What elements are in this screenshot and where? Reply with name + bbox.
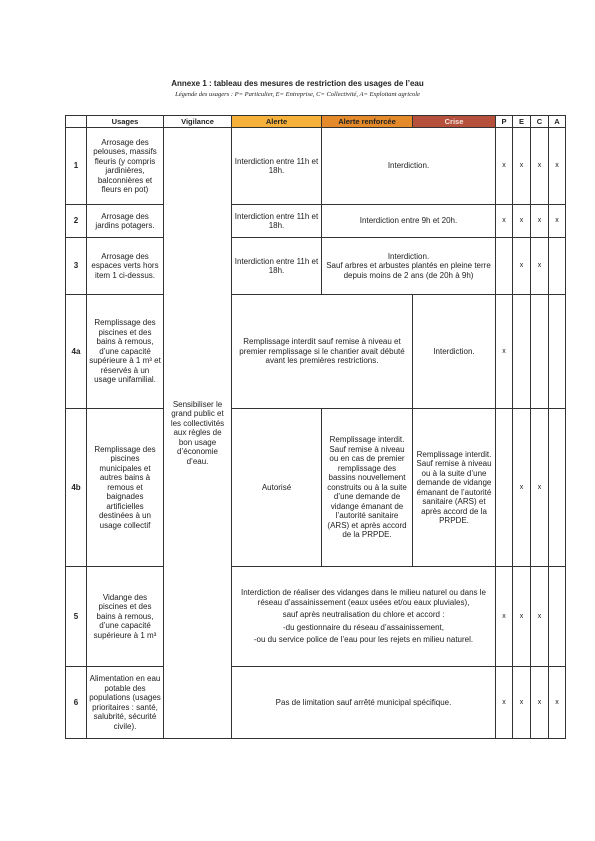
table-row bbox=[66, 295, 566, 409]
crise-cell: Remplissage interdit. Sauf remise à niveau ou à la suite d’une demande de vidange émanant de l’autorité sanitaire (ARS) et après accord de la PRPDE. bbox=[413, 409, 496, 567]
row-number: 2 bbox=[66, 205, 87, 238]
row-number: 4a bbox=[66, 295, 87, 409]
eau-potable-cell: Pas de limitation sauf arrêté municipal spécifique. bbox=[232, 667, 496, 739]
interdiction-text: Interdiction. bbox=[387, 251, 430, 261]
renforcee-crise-cell: Interdiction. bbox=[322, 128, 496, 205]
row-number: 5 bbox=[66, 567, 87, 667]
renforcee-crise-cell bbox=[322, 238, 496, 295]
row-number: 6 bbox=[66, 667, 87, 739]
p-cell: x bbox=[496, 295, 513, 409]
exception-text: Sauf arbres et arbustes plantés en pleine terre depuis moins de 2 ans (de 20h à 9h) bbox=[326, 261, 491, 280]
usage-cell: Remplissage des piscines municipales et autres bains à remous et baignades artificielles destinées à un usage collectif bbox=[87, 409, 164, 567]
row-number: 4b bbox=[66, 409, 87, 567]
p-cell: x bbox=[496, 667, 513, 739]
table-row bbox=[66, 205, 566, 238]
c-cell: x bbox=[531, 238, 549, 295]
c-cell bbox=[531, 295, 549, 409]
a-cell bbox=[549, 567, 566, 667]
header-a: A bbox=[549, 116, 566, 128]
table-row bbox=[66, 567, 566, 667]
vidange-text-2: sauf après neutralisation du chlore et accord : bbox=[282, 610, 445, 620]
usage-cell: Arrosage des espaces verts hors item 1 ci-dessus. bbox=[87, 238, 164, 295]
renforcee-crise-cell: Interdiction entre 9h et 20h. bbox=[322, 205, 496, 238]
row-number: 3 bbox=[66, 238, 87, 295]
vidange-text-1: Interdiction de réaliser des vidanges dans le milieu naturel ou dans le réseau d’assainissement (eaux usées et/ou eaux pluviales), bbox=[240, 588, 487, 607]
p-cell bbox=[496, 409, 513, 567]
e-cell: x bbox=[513, 667, 531, 739]
header-crise: Crise bbox=[413, 116, 496, 128]
vigilance-cell: Sensibiliser le grand public et les collectivités aux règles de bon usage d’économie d’eau. bbox=[164, 128, 232, 739]
c-cell: x bbox=[531, 567, 549, 667]
a-cell: x bbox=[549, 667, 566, 739]
usage-cell: Vidange des piscines et des bains à remous, d’une capacité supérieure à 1 m³ bbox=[87, 567, 164, 667]
vidange-text-4: -ou du service police de l’eau pour les rejets en milieu naturel. bbox=[253, 635, 474, 645]
vidange-cell bbox=[232, 567, 496, 667]
e-cell bbox=[513, 295, 531, 409]
p-cell: x bbox=[496, 567, 513, 667]
restrictions-table bbox=[65, 115, 566, 739]
header-vigilance: Vigilance bbox=[164, 116, 232, 128]
page-title: Annexe 1 : tableau des mesures de restriction des usages de l’eau bbox=[171, 79, 424, 88]
alerte-renforcee-cell: Remplissage interdit sauf remise à niveau et premier remplissage si le chantier avait débuté avant les premières restrictions. bbox=[232, 295, 413, 409]
legend-text: Légende des usagers : P= Particulier, E= Entreprise, C= Collectivité, A= Exploitant agricole bbox=[175, 91, 420, 98]
a-cell bbox=[549, 409, 566, 567]
header-alerte: Alerte bbox=[232, 116, 322, 128]
c-cell: x bbox=[531, 667, 549, 739]
usage-cell: Arrosage des pelouses, massifs fleuris (y compris jardinières, balconnières et fleurs en pot) bbox=[87, 128, 164, 205]
p-cell bbox=[496, 238, 513, 295]
a-cell bbox=[549, 295, 566, 409]
a-cell: x bbox=[549, 128, 566, 205]
usage-cell: Arrosage des jardins potagers. bbox=[87, 205, 164, 238]
header-row bbox=[66, 116, 566, 128]
p-cell: x bbox=[496, 205, 513, 238]
header-e: E bbox=[513, 116, 531, 128]
c-cell: x bbox=[531, 128, 549, 205]
crise-cell: Interdiction. bbox=[413, 295, 496, 409]
usage-cell: Alimentation en eau potable des populations (usages prioritaires : santé, salubrité, sécurité civile). bbox=[87, 667, 164, 739]
alerte-renforcee-cell: Remplissage interdit. Sauf remise à niveau ou en cas de premier remplissage des bassins nouvellement construits ou à la suite d’une demande de vidange émanant de l’autorité sanitaire (ARS) et après accord de la PRPDE. bbox=[322, 409, 413, 567]
alerte-cell: Interdiction entre 11h et 18h. bbox=[232, 205, 322, 238]
table-row bbox=[66, 238, 566, 295]
table-row bbox=[66, 128, 566, 205]
header-alerte-renforcee: Alerte renforcée bbox=[322, 116, 413, 128]
e-cell: x bbox=[513, 409, 531, 567]
header-num bbox=[66, 116, 87, 128]
alerte-cell: Interdiction entre 11h et 18h. bbox=[232, 128, 322, 205]
table-row bbox=[66, 409, 566, 567]
a-cell bbox=[549, 238, 566, 295]
usage-cell: Remplissage des piscines et des bains à remous, d’une capacité supérieure à 1 m³ et réservés à un usage unifamilial. bbox=[87, 295, 164, 409]
c-cell: x bbox=[531, 409, 549, 567]
e-cell: x bbox=[513, 205, 531, 238]
p-cell: x bbox=[496, 128, 513, 205]
alerte-cell: Interdiction entre 11h et 18h. bbox=[232, 238, 322, 295]
e-cell: x bbox=[513, 238, 531, 295]
e-cell: x bbox=[513, 567, 531, 667]
alerte-cell: Autorisé bbox=[232, 409, 322, 567]
header-c: C bbox=[531, 116, 549, 128]
row-number: 1 bbox=[66, 128, 87, 205]
e-cell: x bbox=[513, 128, 531, 205]
header-usages: Usages bbox=[87, 116, 164, 128]
header-p: P bbox=[496, 116, 513, 128]
table-row bbox=[66, 667, 566, 739]
c-cell: x bbox=[531, 205, 549, 238]
a-cell: x bbox=[549, 205, 566, 238]
vidange-text-3: -du gestionnaire du réseau d’assainissement, bbox=[283, 622, 444, 632]
